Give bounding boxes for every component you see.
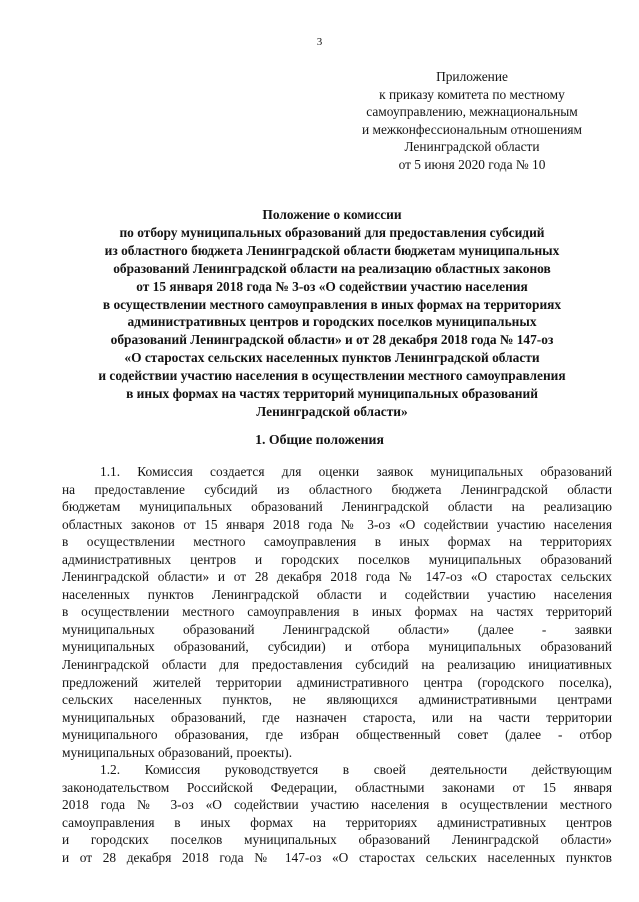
title-line: «О старостах сельских населенных пунктов Ленинградской области [124,350,540,366]
appendix-line: от 5 июня 2020 года № 10 [398,156,546,172]
paragraph-line: 1.2. Комиссия руководствуется в своей деятельности действующим [100,762,612,778]
document-title [50,206,614,421]
paragraph-line: административных центров и городских поселков муниципальных образований [62,551,612,567]
paragraph-line: 2018 года № 3-оз «О содействии участию населения в осуществлении местного [62,797,612,813]
paragraph-line: муниципальных образований, субсидии) и отбора муниципальных образований [62,639,612,655]
paragraph-line: бюджетам муниципальных образований Ленинградской области на реализацию [62,499,612,515]
page-number: 3 [316,36,323,48]
body-text [62,463,612,867]
paragraph-line: Ленинградской области» и от 28 декабря 2018 года № 147-оз «О старостах сельских [62,569,612,585]
paragraph-line: 1.1. Комиссия создается для оценки заявок муниципальных образований [100,464,612,479]
paragraph-line: и городских поселков муниципальных образований Ленинградской области» [62,832,612,848]
paragraph-line: предложений жителей территории административного центра (городского поселка), [62,674,612,690]
title-line: в иных формах на частях территорий муниципальных образований [126,386,538,402]
paragraph-line: муниципальных образований Ленинградской области» (далее - заявки [62,621,612,637]
paragraph-1-1 [62,463,612,761]
title-line: в осуществлении местного самоуправления в иных формах на территориях [102,296,562,312]
title-line: образований Ленинградской области» и от 28 декабря 2018 года № 147-оз [110,332,554,348]
paragraph-line: сельских населенных пунктов, не являющихся административными центрами [62,692,612,708]
title-line: от 15 января 2018 года № 3-оз «О содействии участию населения [136,278,528,294]
title-line: Ленинградской области» [256,403,408,419]
title-line: по отбору муниципальных образований для предоставления субсидий [119,224,545,240]
paragraph-line: населенных пунктов Ленинградской области и содействии участию населения [62,586,612,602]
paragraph-line: в осуществлении местного самоуправления в иных формах на территориях [62,534,612,550]
section-heading: 1. Общие положения [255,432,384,447]
paragraph-line: в осуществлении местного самоуправления в иных формах на частях территорий [62,604,612,620]
appendix-line: к приказу комитета по местному [379,86,565,102]
appendix-block [318,68,626,174]
title-line: образований Ленинградской области на реализацию областных законов [113,260,551,276]
appendix-line: самоуправлению, межнациональным [366,104,578,120]
paragraph-line: муниципальных образований, где назначен староста, или на части территории [62,709,612,725]
title-line: и содействии участию населения в осуществлении местного самоуправления [98,368,566,384]
paragraph-line: муниципального образования, где избран общественный совет (далее - отбор [62,727,612,743]
paragraph-line: и от 28 декабря 2018 года № 147-оз «О старостах сельских населенных пунктов [62,850,612,866]
title-line: из областного бюджета Ленинградской области бюджетам муниципальных [104,242,560,258]
paragraph-line: на предоставление субсидий из областного бюджета Ленинградской области [62,481,612,497]
paragraph-line: муниципальных образований, проекты). [62,744,293,760]
paragraph-line: самоуправления в иных формах на территориях административных центров [62,814,612,830]
title-line: административных центров и городских поселков муниципальных [127,314,537,330]
title-line: Положение о комиссии [262,207,402,222]
appendix-line: Приложение [436,69,508,84]
paragraph-line: областных законов от 15 января 2018 года № 3-оз «О содействии участию населения [62,516,612,532]
appendix-line: Ленинградской области [404,139,540,155]
paragraph-line: законодательством Российской Федерации, областными законами от 15 января [62,779,612,795]
paragraph-1-2 [62,761,612,866]
paragraph-line: Ленинградской области для предоставления субсидий на реализацию инициативных [62,657,612,673]
appendix-line: и межконфессиональным отношениям [361,121,583,137]
